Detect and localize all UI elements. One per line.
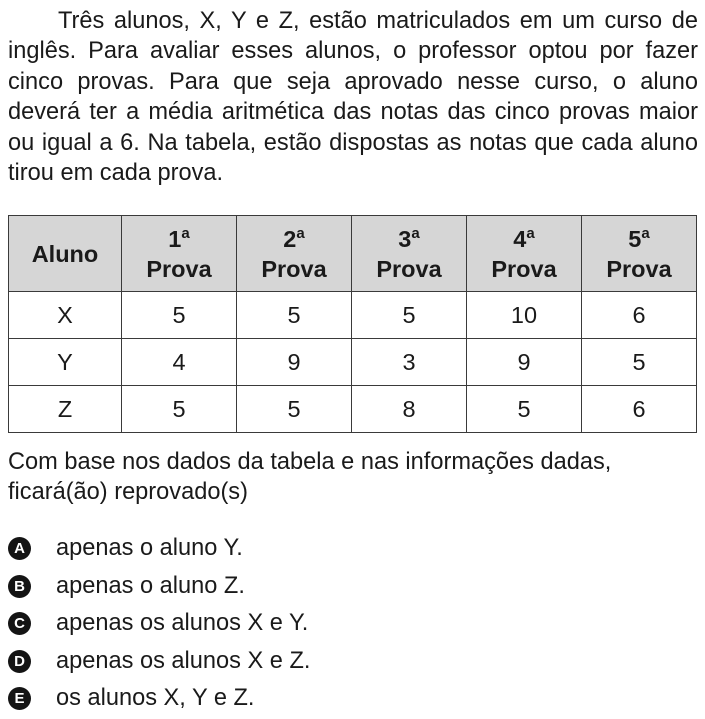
option-text: os alunos X, Y e Z.: [56, 685, 255, 712]
option-e[interactable]: [8, 680, 310, 718]
student-cell: Y: [9, 339, 122, 386]
option-text: apenas os alunos X e Z.: [56, 647, 311, 674]
header-prova-5: [582, 216, 697, 292]
grade-cell: 8: [352, 386, 467, 433]
table-row: [9, 292, 697, 339]
table-header-row: [9, 216, 697, 292]
grade-cell: 5: [352, 292, 467, 339]
grades-table: [8, 215, 697, 433]
header-prova-ordinal: a: [181, 224, 190, 242]
grade-cell: 3: [352, 339, 467, 386]
option-text: apenas o aluno Z.: [56, 572, 245, 599]
header-prova-word: Prova: [146, 255, 212, 282]
grade-cell: 9: [467, 339, 582, 386]
grade-cell: 5: [582, 339, 697, 386]
grade-cell: 5: [467, 386, 582, 433]
header-prova-word: Prova: [491, 255, 557, 282]
option-letter-badge: B: [8, 575, 31, 598]
header-prova-number: 4: [513, 225, 527, 252]
header-prova-word: Prova: [376, 255, 442, 282]
header-prova-number: 3: [398, 225, 412, 252]
table-row: [9, 386, 697, 433]
header-prova-word: Prova: [261, 255, 327, 282]
header-prova-number: 5: [628, 225, 642, 252]
option-text: apenas o aluno Y.: [56, 535, 243, 562]
option-letter-badge: A: [8, 537, 31, 560]
option-b[interactable]: [8, 568, 310, 606]
header-prova-ordinal: a: [641, 224, 650, 242]
option-a[interactable]: [8, 530, 310, 568]
header-prova-4: [467, 216, 582, 292]
grade-cell: 9: [237, 339, 352, 386]
header-prova-2: [237, 216, 352, 292]
option-d[interactable]: [8, 643, 310, 681]
header-prova-3: [352, 216, 467, 292]
header-prova-1: [122, 216, 237, 292]
option-text: apenas os alunos X e Y.: [56, 610, 309, 637]
intro-paragraph: Três alunos, X, Y e Z, estão matriculados em um curso de inglês. Para avaliar esses alunos, o professor optou por fazer cinco provas. Para que seja aprovado nesse curso, o aluno deverá ter a média aritmética das notas das cinco provas maior ou igual a 6. Na tabela, estão dispostas as notas que cada aluno tirou em cada prova.: [8, 8, 698, 187]
header-prova-ordinal: a: [526, 224, 535, 242]
grade-cell: 6: [582, 292, 697, 339]
option-c[interactable]: [8, 605, 310, 643]
answer-options: [8, 530, 310, 718]
table-row: [9, 339, 697, 386]
header-aluno: Aluno: [9, 216, 122, 292]
option-letter-badge: E: [8, 687, 31, 710]
student-cell: Z: [9, 386, 122, 433]
grade-cell: 5: [122, 292, 237, 339]
header-prova-ordinal: a: [296, 224, 305, 242]
grade-cell: 10: [467, 292, 582, 339]
grade-cell: 5: [122, 386, 237, 433]
option-letter-badge: C: [8, 612, 31, 635]
option-letter-badge: D: [8, 650, 31, 673]
grade-cell: 5: [237, 386, 352, 433]
student-cell: X: [9, 292, 122, 339]
header-prova-ordinal: a: [411, 224, 420, 242]
header-prova-word: Prova: [606, 255, 672, 282]
header-prova-number: 2: [283, 225, 297, 252]
grade-cell: 6: [582, 386, 697, 433]
grade-cell: 4: [122, 339, 237, 386]
question-text: Com base nos dados da tabela e nas informações dadas, ficará(ão) reprovado(s): [8, 449, 612, 506]
grade-cell: 5: [237, 292, 352, 339]
header-prova-number: 1: [168, 225, 182, 252]
